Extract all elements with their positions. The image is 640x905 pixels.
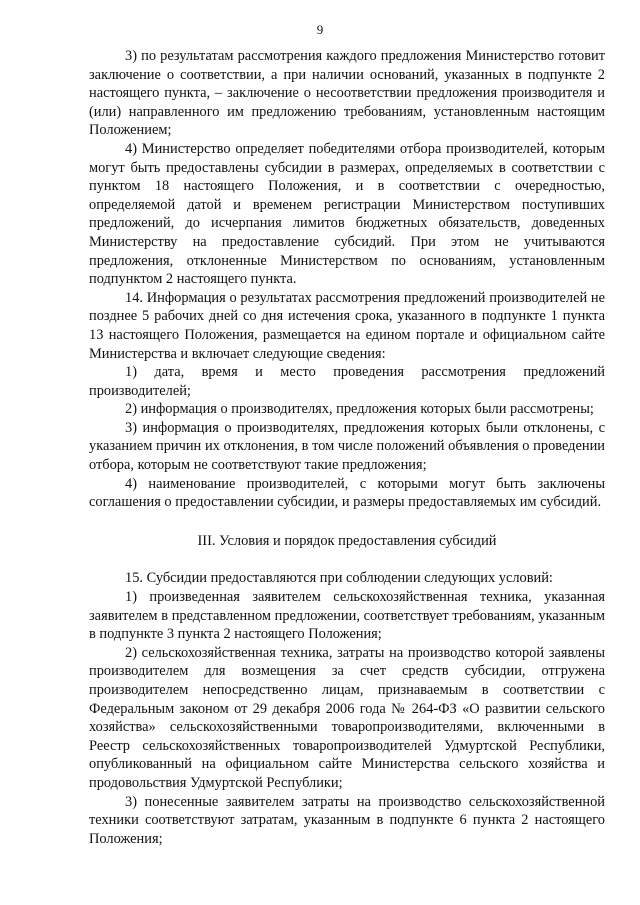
paragraph-15-item-1: 1) произведенная заявителем сельскохозяйственная техника, указанная заявителем в представленном предложении, соответствует требованиям, указанным в подпункте 3 пункта 2 настоящего Положения; [89, 589, 605, 643]
page-number: 9 [316, 22, 324, 37]
paragraph-15-conditions: 15. Субсидии предоставляются при соблюдении следующих условий: [125, 570, 553, 587]
paragraph-15-item-2: 2) сельскохозяйственная техника, затраты на производство которой заявлены производителем для возмещения за счет средств субсидии, отгружена производителем непосредственно лицам, признаваемым в соответствии с Федеральным законом от 29 декабря 2006 года № 264-ФЗ «О развитии сельского хозяйства» сельскохозяйственными товаропроизводителями, включенными в Реестр сельскохозяйственных товаропроизводителей Удмуртской Республики, опубликованный на официальном сайте Министерства сельского хозяйства и продовольствия Удмуртской Республики; [89, 644, 605, 791]
document-body [89, 47, 605, 848]
paragraph-15-item-3: 3) понесенные заявителем затраты на производство сельскохозяйственной техники соответствуют затратам, указанным в подпункте 6 пункта 2 настоящего Положения; [89, 793, 605, 847]
paragraph-3-conclusion: 3) по результатам рассмотрения каждого предложения Министерство готовит заключение о соответствии, а при наличии оснований, указанных в подпункте 2 настоящего пункта, – заключение о несоответствии предложения производителя и (или) направленного им предложению требованиям, установленным настоящим Положением; [89, 48, 605, 139]
section-heading: III. Условия и порядок предоставления субсидий [197, 532, 497, 549]
paragraph-14-item-3: 3) информация о производителях, предложения которых были отклонены, с указанием причин их отклонения, в том числе положений объявления о проведении отбора, которым не соответствуют такие предложения; [89, 419, 605, 474]
paragraph-14-item-2: 2) информация о производителях, предложения которых были рассмотрены; [125, 401, 594, 418]
paragraph-4-winners: 4) Министерство определяет победителями отбора производителей, которым могут быть предоставлены субсидии в размерах, определяемых в соответствии с пунктом 18 настоящего Положения, и в соответствии с очередностью, определяемой датой и временем регистрации Министерством поступивших предложений, до исчерпания лимитов бюджетных обязательств, доведенных Министерству на предоставление субсидий. При этом не учитываются предложения, отклоненные Министерством по основаниям, установленным подпунктом 2 настоящего пункта. [89, 140, 605, 288]
paragraph-14-item-1: 1) дата, время и место проведения рассмотрения предложений производителей; [89, 364, 605, 399]
paragraph-14-information: 14. Информация о результатах рассмотрения предложений производителей не позднее 5 рабочих дней со дня истечения срока, указанного в подпункте 1 пункта 13 настоящего Положения, размещается на едином портале и официальном сайте Министерства и включает следующие сведения: [89, 289, 605, 362]
paragraph-14-item-4: 4) наименование производителей, с которыми могут быть заключены соглашения о предоставлении субсидии, и размеры предоставляемых им субсидий. [89, 475, 605, 511]
